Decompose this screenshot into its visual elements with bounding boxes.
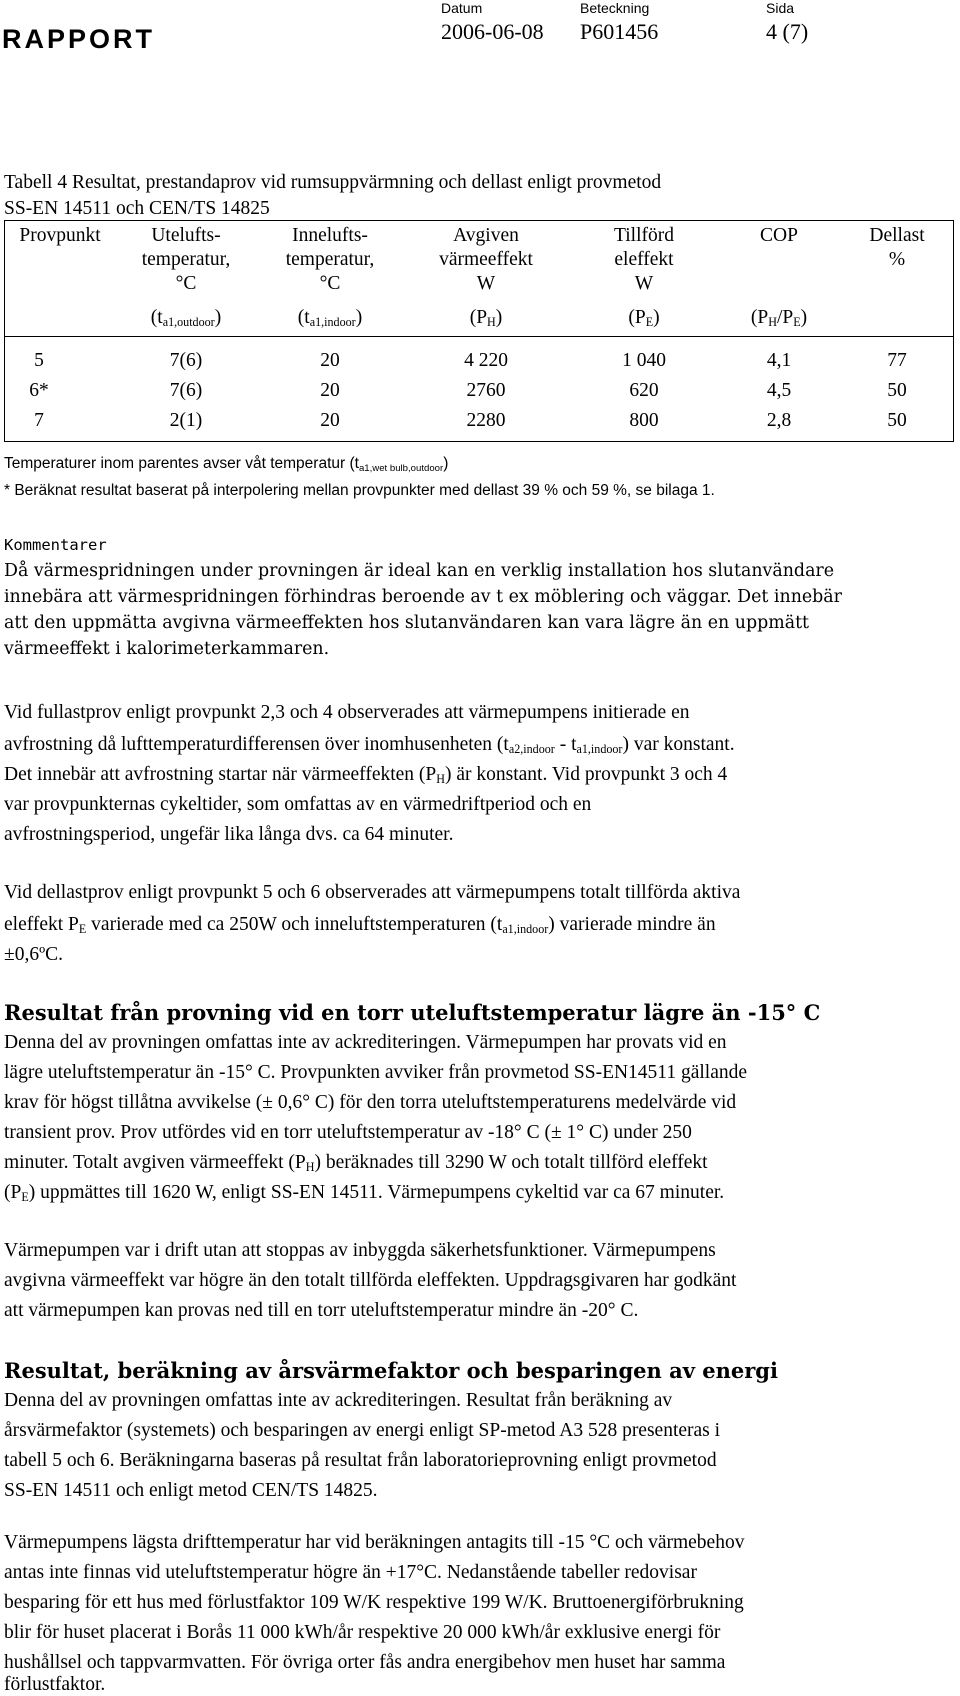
date-label: Datum <box>441 0 483 16</box>
kommentarer-line: innebära att värmespridningen förhindras beroende av t ex möblering och väggar. Det innebär <box>4 587 842 607</box>
date-value: 2006-06-08 <box>441 19 544 44</box>
torr-line: krav för högst tillåtna avvikelse (± 0,6° C) för den torra uteluftstemperaturens medelvärde vid <box>4 1092 737 1113</box>
ref-label: Beteckning <box>580 0 650 16</box>
arsvarme-p2-line: Värmepumpens lägsta drifttemperatur har vid beräkningen antagits till -15 °C och värmebehov <box>4 1532 745 1553</box>
results-table: Provpunkt Utelufts- temperatur, °C $(t_{a1,outdoor})$ Innelufts- temperatur, °C $(t_{a1,indoor})$ Avgiven värmeeffekt W $(P_H)$ Tillförd eleffekt W $(P_E)$ COP $(P_H/P_E)$ Dellast % 5 7(6) 20 4 220 1 040 4,1 77 6* 7(6) 20 2760 620 4,5 50 7 2(1) 20 2280 800 2,8 50 <box>4 220 954 442</box>
dellast-line: eleffekt $P_E$ varierade med ca 250W och inneluftstemperaturen $(t_{a1,indoor})$ varierade mindre än <box>4 914 716 936</box>
dellast-line: ±0,6ºC. <box>4 944 64 965</box>
arsvarme-line: Denna del av provningen omfattas inte av ackrediteringen. Resultat från beräkning av <box>4 1390 673 1411</box>
table-note-temperature: Temperaturer inom parentes avser våt temperatur $(t_{a1,wet bulb,outdoor})$ <box>4 455 449 474</box>
section-heading-torr: Resultat från provning vid en torr uteluftstemperatur lägre än -15° C <box>4 1000 821 1025</box>
torr-p2-line: avgivna värmeeffekt var högre än den totalt tillförda eleffekten. Uppdragsgivaren har godkänt <box>4 1270 737 1291</box>
fullast-line: avfrostningsperiod, ungefär lika långa dvs. ca 64 minuter. <box>4 824 454 845</box>
fullast-line: avfrostning då lufttemperaturdifferensen över inomhusenheten $(t_{a2,indoor} - t_{a1,indoor})$ var konstant. <box>4 734 735 756</box>
dellast-line: Vid dellastprov enligt provpunkt 5 och 6 observerades att värmepumpens totalt tillförda aktiva <box>4 882 741 903</box>
page-number: 4 (7) <box>766 19 809 44</box>
arsvarme-line: tabell 5 och 6. Beräkningarna baseras på resultat från laboratorieprovning enligt provmetod <box>4 1450 717 1471</box>
torr-line: transient prov. Prov utfördes vid en torr uteluftstemperatur av -18° C (± 1° C) under 250 <box>4 1122 692 1143</box>
torr-p2-line: att värmepumpen kan provas ned till en torr uteluftstemperatur mindre än -20° C. <box>4 1300 639 1321</box>
section-heading-arsvarme: Resultat, beräkning av årsvärmefaktor och besparingen av energi <box>4 1358 778 1383</box>
torr-line: Denna del av provningen omfattas inte av ackrediteringen. Värmepumpen har provats vid en <box>4 1032 727 1053</box>
arsvarme-p2-line: besparing för ett hus med förlustfaktor 109 W/K respektive 199 W/K. Bruttoenergiförbrukning <box>4 1592 744 1613</box>
arsvarme-line: årsvärmefaktor (systemets) och besparingen av energi enligt SP-metod A3 528 presenteras i <box>4 1420 721 1441</box>
fullast-line: Det innebär att avfrostning startar när värmeeffekten $(P_H)$ är konstant. Vid provpunkt 3 och 4 <box>4 764 728 786</box>
kommentarer-heading: Kommentarer <box>4 536 107 554</box>
table-note-interpolation: * Beräknat resultat baserat på interpolering mellan provpunkter med dellast 39 % och 59 %, se bilaga 1. <box>4 482 715 499</box>
torr-line: minuter. Totalt avgiven värmeeffekt $(P_H)$ beräknades till 3290 W och totalt tillförd eleffekt <box>4 1152 708 1174</box>
ref-value: P601456 <box>580 19 659 44</box>
arsvarme-line: SS-EN 14511 och enligt metod CEN/TS 14825. <box>4 1480 378 1501</box>
torr-line: lägre uteluftstemperatur än -15° C. Provpunkten avviker från provmetod SS-EN14511 gällande <box>4 1062 748 1083</box>
torr-line: $(P_E)$ uppmättes till 1620 W, enligt SS-EN 14511. Värmepumpens cykeltid var ca 67 minuter. <box>4 1182 725 1204</box>
rapport-logo: RAPPORT <box>2 24 156 54</box>
arsvarme-p2-line: hushållsel och tappvarmvatten. För övriga orter fås andra energibehov men huset har samma <box>4 1652 726 1673</box>
arsvarme-p2-line: antas inte finnas vid uteluftstemperatur högre än +17°C. Nedanstående tabeller redovisar <box>4 1562 697 1583</box>
table-caption: Tabell 4 Resultat, prestandaprov vid rumsuppvärmning och dellast enligt provmetod <box>4 172 662 193</box>
table-caption-2: SS-EN 14511 och CEN/TS 14825 <box>4 198 270 219</box>
torr-p2-line: Värmepumpen var i drift utan att stoppas av inbyggda säkerhetsfunktioner. Värmepumpens <box>4 1240 716 1261</box>
kommentarer-line: värmeeffekt i kalorimeterkammaren. <box>4 639 330 659</box>
page-label: Sida <box>766 0 795 16</box>
arsvarme-p2-line: förlustfaktor. <box>4 1674 106 1695</box>
arsvarme-p2-line: blir för huset placerat i Borås 11 000 kWh/år respektive 20 000 kWh/år exklusive energi för <box>4 1622 721 1643</box>
kommentarer-line: att den uppmätta avgivna värmeeffekten hos slutanvändaren kan vara lägre än en uppmätt <box>4 613 810 633</box>
kommentarer-line: Då värmespridningen under provningen är ideal kan en verklig installation hos slutanvändare <box>4 561 835 581</box>
fullast-line: var provpunkternas cykeltider, som omfattas av en värmedriftperiod och en <box>4 794 592 815</box>
fullast-line: Vid fullastprov enligt provpunkt 2,3 och 4 observerades att värmepumpens initierade en <box>4 702 690 723</box>
